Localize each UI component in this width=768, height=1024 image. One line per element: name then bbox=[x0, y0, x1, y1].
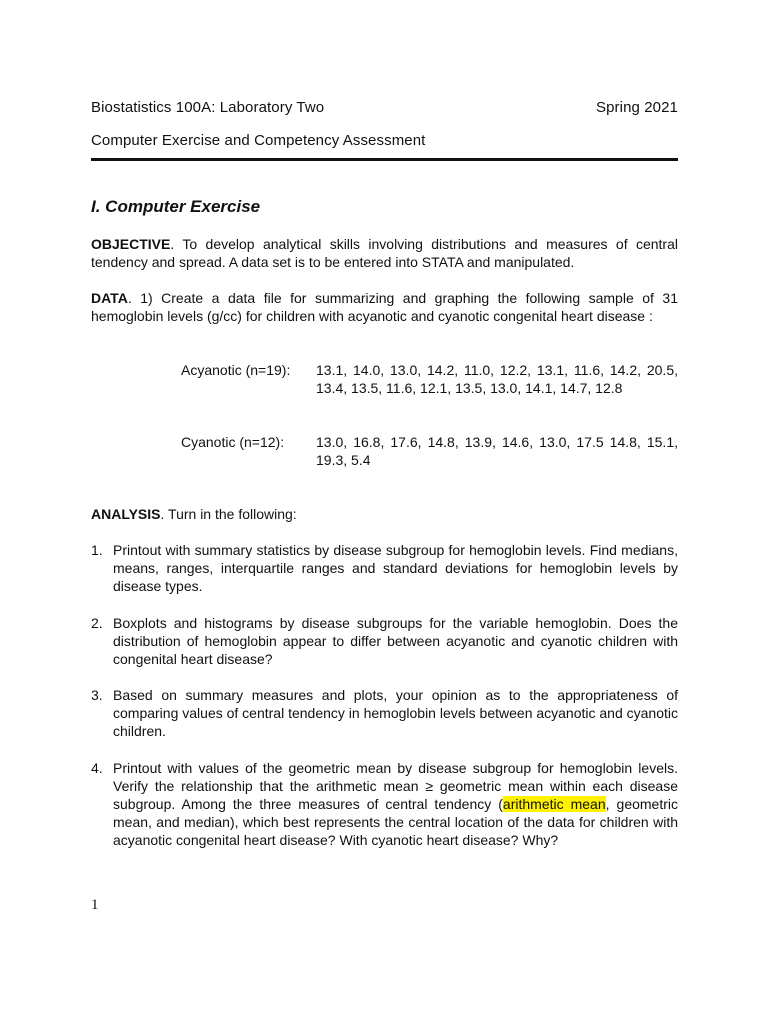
data-text: . 1) Create a data file for summarizing and graphing the following sample of 31 hemoglobin levels (g/cc) for children with acyanotic and cyanotic congenital heart disease : bbox=[91, 290, 678, 324]
group-values: 13.0, 16.8, 17.6, 14.8, 13.9, 14.6, 13.0, 17.5 14.8, 15.1, 19.3, 5.4 bbox=[316, 434, 678, 468]
group-label: Cyanotic (n=12): bbox=[181, 434, 285, 450]
term-label: Spring 2021 bbox=[596, 99, 678, 116]
subtitle-row bbox=[91, 132, 678, 149]
list-number: 1. bbox=[91, 542, 103, 558]
list-item bbox=[91, 614, 678, 668]
document-subtitle: Computer Exercise and Competency Assessment bbox=[91, 132, 426, 149]
list-text: Boxplots and histograms by disease subgroups for the variable hemoglobin. Does the distribution of hemoglobin appear to differ between acyanotic and cyanotic children with congenital heart disease? bbox=[113, 615, 678, 667]
data-label: DATA bbox=[91, 290, 128, 306]
list-number: 4. bbox=[91, 760, 103, 776]
header-row bbox=[91, 99, 678, 116]
data-group-acyanotic bbox=[181, 361, 678, 397]
objective-label: OBJECTIVE bbox=[91, 236, 171, 252]
group-label: Acyanotic (n=19): bbox=[181, 362, 291, 378]
list-number: 3. bbox=[91, 687, 103, 703]
list-text: Printout with summary statistics by disease subgroup for hemoglobin levels. Find medians, means, ranges, interquartile ranges and standard deviations for hemoglobin levels by disease types. bbox=[113, 542, 678, 594]
objective-paragraph bbox=[91, 235, 678, 271]
course-title: Biostatistics 100A: Laboratory Two bbox=[91, 99, 325, 116]
page-number: 1 bbox=[91, 897, 99, 913]
header-divider bbox=[91, 158, 678, 161]
objective-text: . To develop analytical skills involving distributions and measures of central tendency and spread. A data set is to be entered into STATA and manipulated. bbox=[91, 236, 678, 270]
list-number: 2. bbox=[91, 615, 103, 631]
analysis-text: . Turn in the following: bbox=[160, 506, 297, 522]
data-group-cyanotic bbox=[181, 433, 678, 469]
analysis-label: ANALYSIS bbox=[91, 506, 161, 522]
list-text-before: Printout with values of the geometric mean by disease subgroup for hemoglobin levels. Verify the relationship that the arithmetic mean ≥ geometric mean within each disease subgroup. Among the three measures of central tendency ( bbox=[113, 760, 678, 812]
section-title: I. Computer Exercise bbox=[91, 197, 261, 216]
list-text: Based on summary measures and plots, your opinion as to the appropriateness of comparing values of central tendency in hemoglobin levels between acyanotic and cyanotic children. bbox=[113, 687, 679, 739]
list-item bbox=[91, 541, 678, 595]
list-item bbox=[91, 759, 678, 849]
highlighted-text: arithmetic mean bbox=[502, 796, 606, 812]
list-text-after: , geometric mean, and median), which best represents the central location of the data for children with acyanotic congenital heart disease? With cyanotic heart disease? Why? bbox=[113, 796, 679, 848]
analysis-paragraph bbox=[91, 505, 678, 523]
data-paragraph bbox=[91, 289, 678, 325]
list-text bbox=[113, 759, 678, 849]
group-values: 13.1, 14.0, 13.0, 14.2, 11.0, 12.2, 13.1, 11.6, 14.2, 20.5, 13.4, 13.5, 11.6, 12.1, 13.5, 13.0, 14.1, 14.7, 12.8 bbox=[316, 362, 678, 396]
list-item bbox=[91, 686, 678, 740]
